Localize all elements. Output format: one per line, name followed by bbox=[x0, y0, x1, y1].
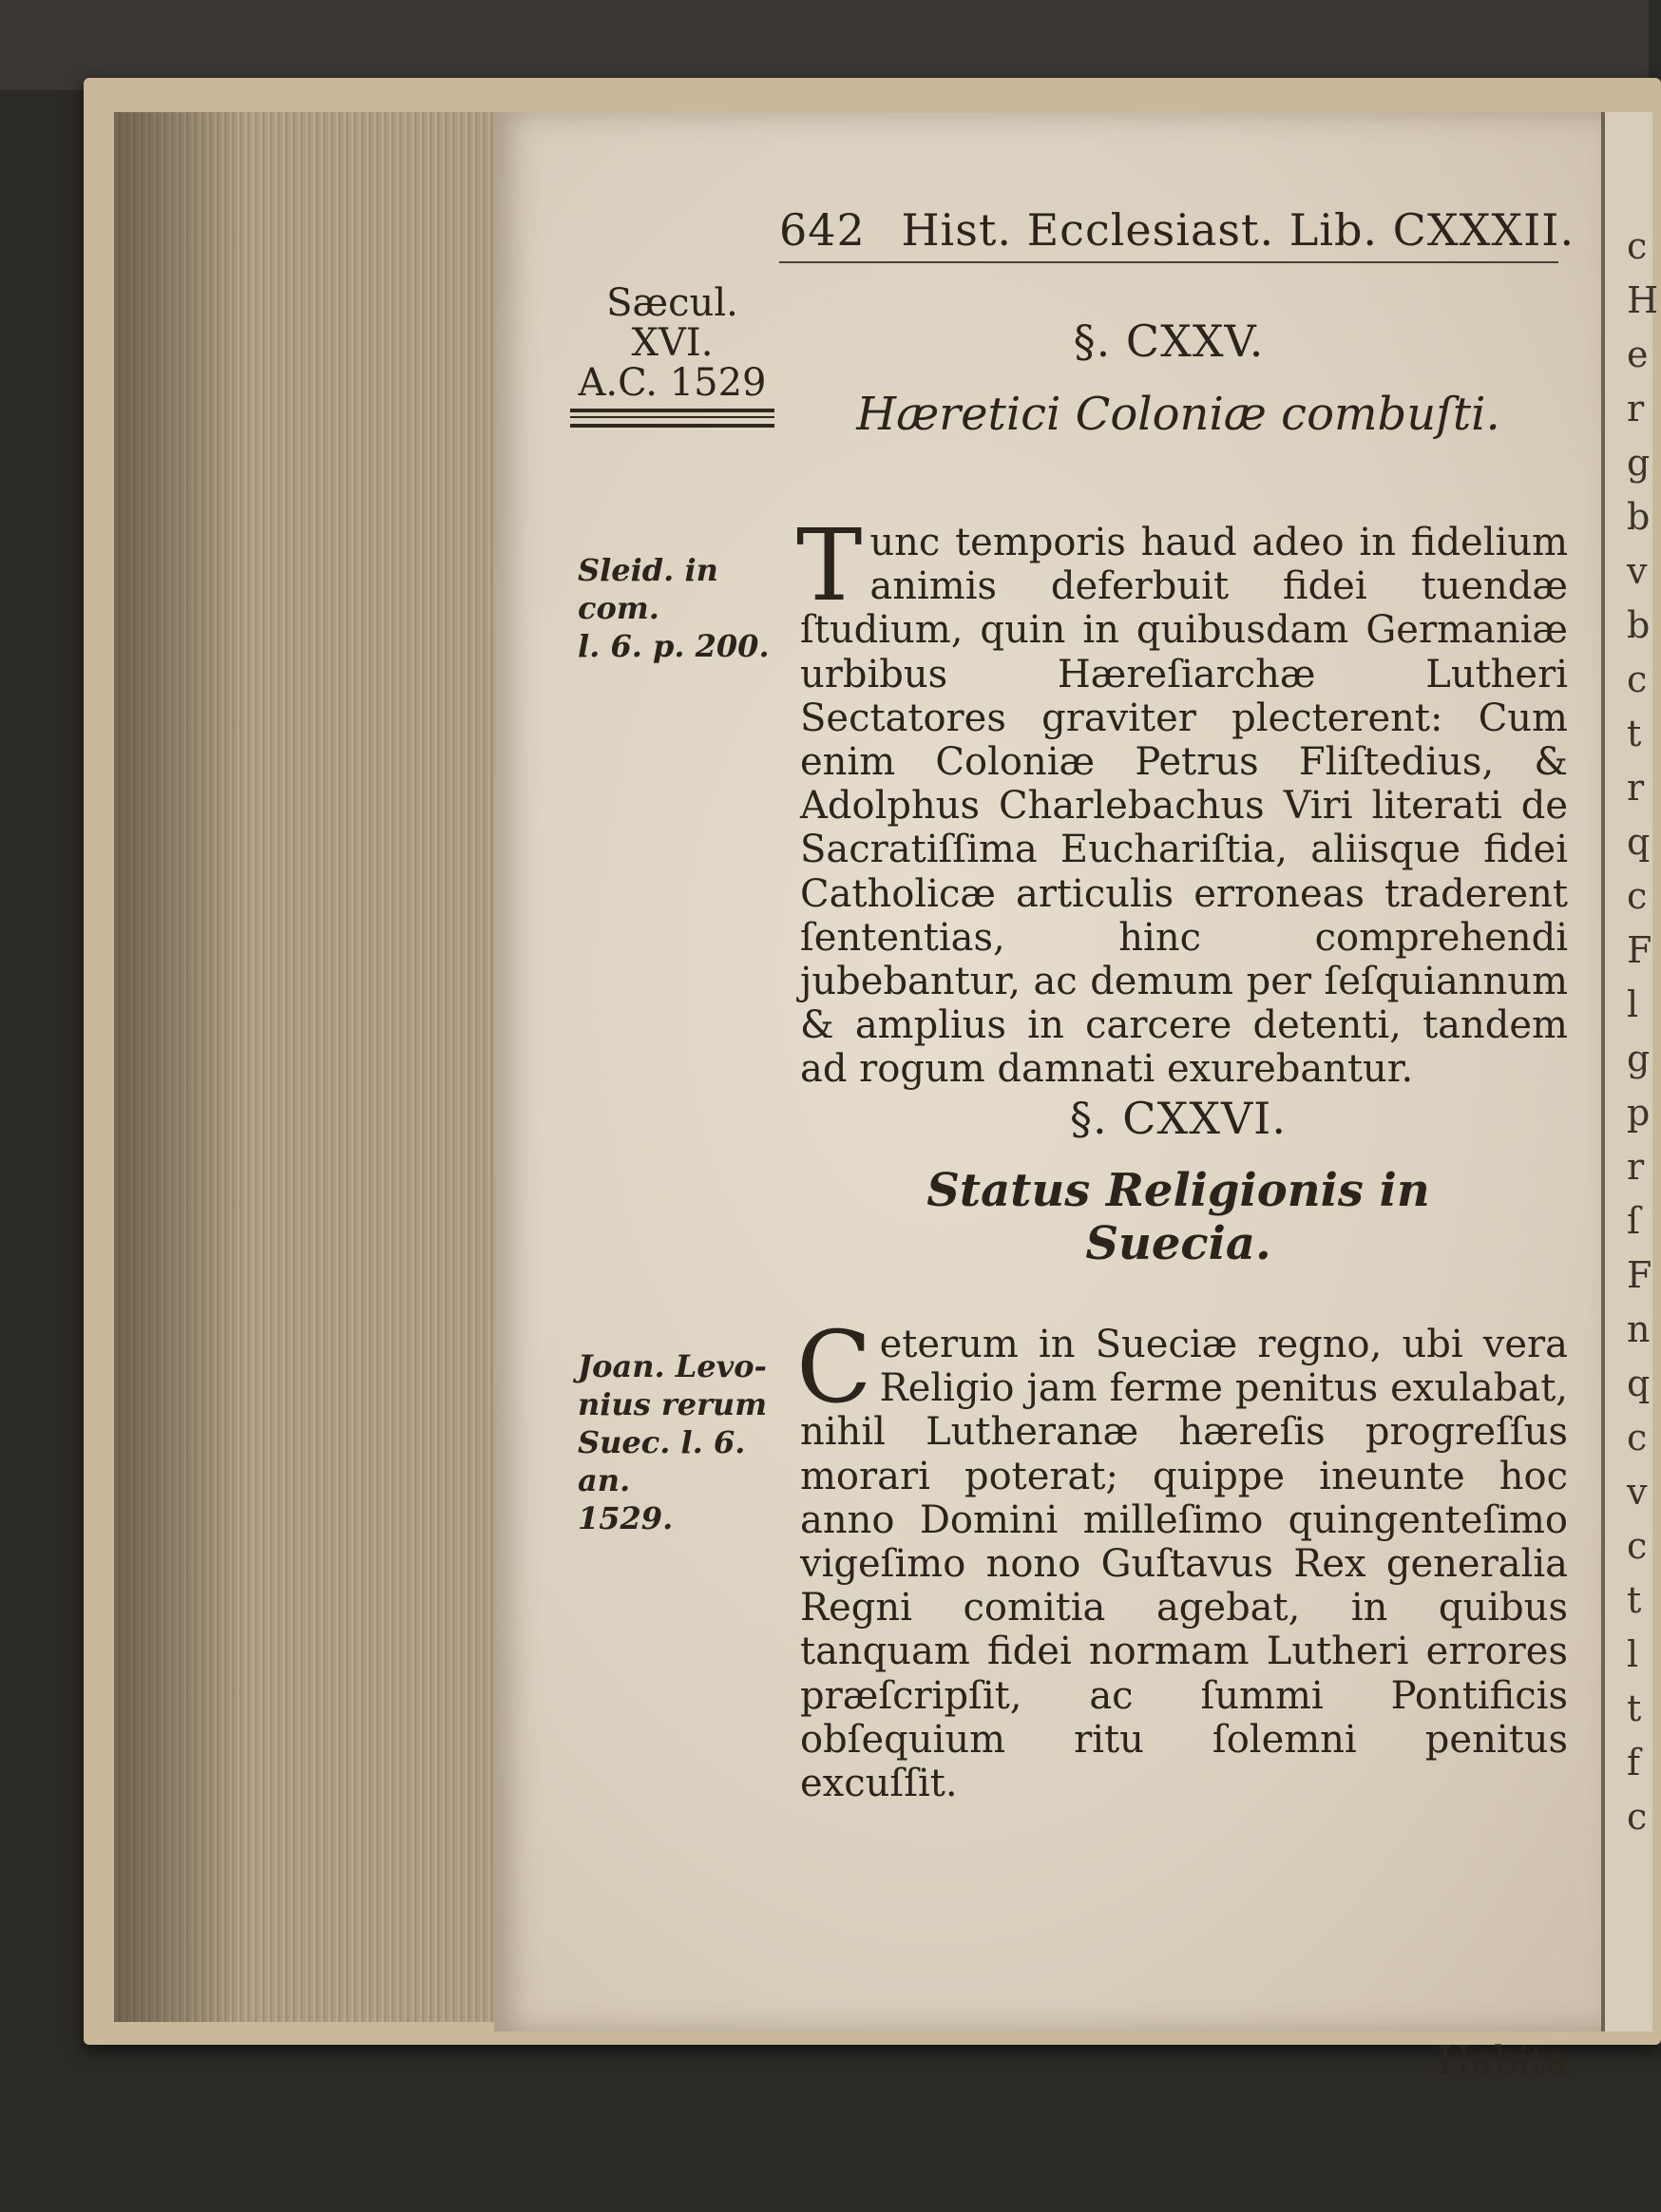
margin-note-sleidan bbox=[578, 551, 796, 665]
catchword: Habita bbox=[1437, 2039, 1568, 2083]
section-number: §. CXXVI. bbox=[1070, 1093, 1287, 1144]
running-title: Hist. Ecclesiast. Lib. CXXXII. bbox=[901, 204, 1575, 256]
margin-note-line: Suec. l. 6. an. bbox=[578, 1424, 746, 1498]
paragraph-text: unc temporis haud adeo in fidelium animis deferbuit fidei tuendæ ſtudium, quin in quibusdam Germaniæ urbibus Hæreſiarchæ Lutheri Sectatores graviter plecterent: Cum enim Coloniæ Petrus Fliſtedius, & Adolphus Charlebachus Viri literati de Sacratiſſima Euchariſtia, aliisque fidei Catholicæ articulis erroneas traderent ſententias, hinc comprehendi jubebantur, ac demum per ſeſquiannum & amplius in carcere detenti, tandem ad rogum damnati exurebantur. bbox=[800, 521, 1568, 1092]
photo-backdrop bbox=[0, 0, 1649, 90]
next-page-edge-letter: c bbox=[1627, 1796, 1648, 1838]
next-page-edge-letter: c bbox=[1627, 658, 1648, 700]
next-page-edge-letter: b bbox=[1627, 604, 1651, 646]
drop-initial: T bbox=[796, 507, 863, 623]
next-page-edge-letter: t bbox=[1627, 1579, 1642, 1621]
saeculum-label: Sæcul. XVI. bbox=[606, 281, 738, 365]
next-page-edge-letter: b bbox=[1627, 496, 1651, 538]
margin-note-line: l. 6. p. 200. bbox=[578, 628, 770, 664]
next-page-edge-letter: c bbox=[1627, 1525, 1648, 1567]
next-page-edge-letter: r bbox=[1627, 1146, 1645, 1188]
next-page-edge-letter: v bbox=[1627, 550, 1648, 592]
page-number: 642 bbox=[779, 204, 866, 256]
next-page-edge-letter: r bbox=[1627, 388, 1645, 429]
page-block-shadow bbox=[114, 112, 247, 2022]
next-page-edge-letter: q bbox=[1627, 1363, 1651, 1404]
next-page-edge-letter: c bbox=[1627, 875, 1648, 917]
next-page-edge-letter: c bbox=[1627, 225, 1648, 267]
next-page-edge-letter: c bbox=[1627, 1417, 1648, 1459]
margin-note-line: 1529. bbox=[578, 1500, 674, 1536]
next-page-edge-letter: p bbox=[1627, 1092, 1651, 1134]
next-page-edge-letter: g bbox=[1627, 1038, 1651, 1079]
margin-note-line: nius rerum bbox=[578, 1386, 768, 1422]
next-page-edge-letter: e bbox=[1627, 334, 1649, 375]
next-page-edge-letter: g bbox=[1627, 442, 1651, 484]
margin-rule-2 bbox=[570, 424, 774, 428]
drop-initial: C bbox=[796, 1309, 872, 1425]
next-page-edge-letter: F bbox=[1627, 929, 1652, 971]
next-page-edge-letter: t bbox=[1627, 713, 1642, 754]
next-page-edge-letter: v bbox=[1627, 1471, 1648, 1513]
section-paragraph bbox=[796, 1309, 1568, 1806]
margin-rule bbox=[570, 409, 774, 412]
next-page-edge-letter: F bbox=[1627, 1254, 1652, 1296]
next-page-edge-letter: ſ bbox=[1627, 1200, 1641, 1242]
section-number: §. CXXV. bbox=[1073, 315, 1265, 367]
section-paragraph bbox=[796, 507, 1568, 1092]
next-page-edge-letter: t bbox=[1627, 1688, 1642, 1729]
next-page-edge-letter: n bbox=[1627, 1308, 1651, 1350]
margin-date-block bbox=[570, 283, 774, 428]
next-page-edge-letter: f bbox=[1627, 1742, 1641, 1783]
margin-note-line: Sleid. in com. bbox=[578, 552, 718, 626]
running-head bbox=[779, 204, 1575, 263]
next-page-edge-letter: r bbox=[1627, 767, 1645, 809]
next-page-edge-letter: l bbox=[1627, 983, 1639, 1025]
margin-note-line: Joan. Levo- bbox=[578, 1348, 767, 1384]
section-title: Hæretici Coloniæ combuſti. bbox=[856, 388, 1500, 441]
margin-note-levonius bbox=[578, 1347, 796, 1537]
margin-rule-thin bbox=[570, 416, 774, 418]
section-title: Status Religionis in Suecia. bbox=[926, 1164, 1430, 1270]
next-page-edge-letter: H bbox=[1627, 279, 1659, 321]
anno-label: A.C. 1529 bbox=[578, 361, 767, 405]
next-page-edge-letter: l bbox=[1627, 1633, 1639, 1675]
paragraph-text: eterum in Sueciæ regno, ubi vera Religio jam ferme penitus exulabat, nihil Lutheranæ hæreſis progreſſus morari poterat; quippe ineunte hoc anno Domini milleſimo quingenteſimo vigeſimo nono Guſtavus Rex generalia Regni comitia agebat, in quibus tanquam fidei normam Lutheri errores præſcripſit, ac ſummi Pontificis obſequium ritu ſolemni penitus excuſſit. bbox=[800, 1323, 1568, 1806]
next-page-edge-letter: q bbox=[1627, 821, 1651, 863]
